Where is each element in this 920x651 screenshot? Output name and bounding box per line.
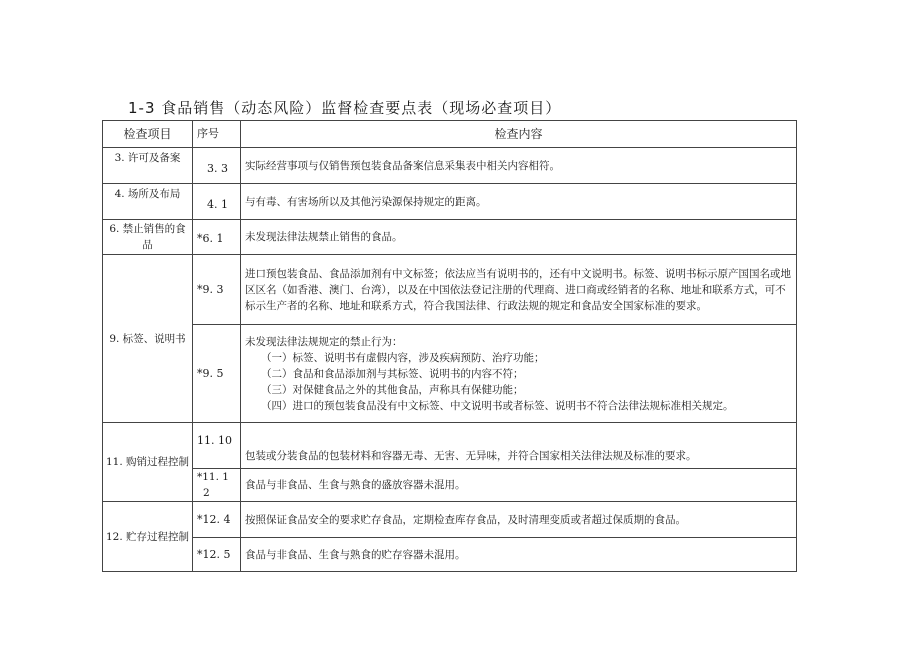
- seq-cell: 11. 10: [193, 423, 241, 469]
- seq-cell: *6. 1: [193, 220, 241, 255]
- content-line: （四）进口的预包装食品没有中文标签、中文说明书或者标签、说明书不符合法律法规标准相关规定。: [261, 399, 734, 412]
- item-cell: 12. 贮存过程控制: [103, 502, 193, 572]
- seq-cell: *12. 5: [193, 538, 241, 572]
- content-cell: 未发现法律法规禁止销售的食品。: [241, 220, 797, 255]
- table-row: [103, 538, 797, 572]
- content-cell: 包装或分装食品的包装材料和容器无毒、无害、无异味，并符合国家相关法律法规及标准的要求。: [241, 423, 797, 469]
- header-content: 检查内容: [241, 121, 797, 148]
- content-line: 未发现法律法规规定的禁止行为：: [245, 335, 403, 348]
- seq-cell: [193, 469, 241, 502]
- item-cell: 11. 购销过程控制: [103, 423, 193, 502]
- table-row: [103, 220, 797, 255]
- header-seq: 序号: [193, 121, 241, 148]
- item-cell: 4. 场所及布局: [103, 184, 193, 220]
- table-row: [103, 502, 797, 538]
- table-row: [103, 325, 797, 423]
- content-line: （一）标签、说明书有虚假内容，涉及疾病预防、治疗功能；: [261, 351, 545, 364]
- table-row: [103, 469, 797, 502]
- header-item: 检查项目: [103, 121, 193, 148]
- seq-line: *11. 1: [197, 471, 229, 483]
- seq-cell: *12. 4: [193, 502, 241, 538]
- content-line: （二）食品和食品添加剂与其标签、说明书的内容不符；: [261, 367, 524, 380]
- seq-cell: 4. 1: [193, 184, 241, 220]
- page-title: 1-3 食品销售（动态风险）监督检查要点表（现场必查项目）: [128, 99, 562, 117]
- seq-cell: 3. 3: [193, 148, 241, 184]
- seq-cell: *9. 5: [193, 325, 241, 423]
- table-row: [103, 255, 797, 325]
- table-row: [103, 184, 797, 220]
- content-cell: 与有毒、有害场所以及其他污染源保持规定的距离。: [241, 184, 797, 220]
- content-cell: 食品与非食品、生食与熟食的盛放容器未混用。: [241, 469, 797, 502]
- seq-line: 2: [203, 487, 210, 499]
- content-cell: [241, 325, 797, 423]
- item-cell: 3. 许可及备案: [103, 148, 193, 184]
- item-cell: 6. 禁止销售的食品: [103, 220, 193, 255]
- item-cell: 9. 标签、说明书: [103, 255, 193, 423]
- seq-cell: *9. 3: [193, 255, 241, 325]
- content-cell: 进口预包装食品、食品添加剂有中文标签；依法应当有说明书的，还有中文说明书。标签、说明书标示原产国国名或地区区名（如香港、澳门、台湾），以及在中国依法登记注册的代理商、进口商或经销者的名称、地址和联系方式，可不标示生产者的名称、地址和联系方式，符合我国法律、行政法规的规定和食品安全国家标准的要求。: [241, 255, 797, 325]
- content-cell: 食品与非食品、生食与熟食的贮存容器未混用。: [241, 538, 797, 572]
- table-row: [103, 423, 797, 469]
- inspection-table: [102, 120, 797, 572]
- table-header-row: [103, 121, 797, 148]
- content-line: （三）对保健食品之外的其他食品，声称具有保健功能；: [261, 383, 524, 396]
- content-cell: 实际经营事项与仅销售预包装食品备案信息采集表中相关内容相符。: [241, 148, 797, 184]
- content-cell: 按照保证食品安全的要求贮存食品，定期检查库存食品，及时清理变质或者超过保质期的食品。: [241, 502, 797, 538]
- table-row: [103, 148, 797, 184]
